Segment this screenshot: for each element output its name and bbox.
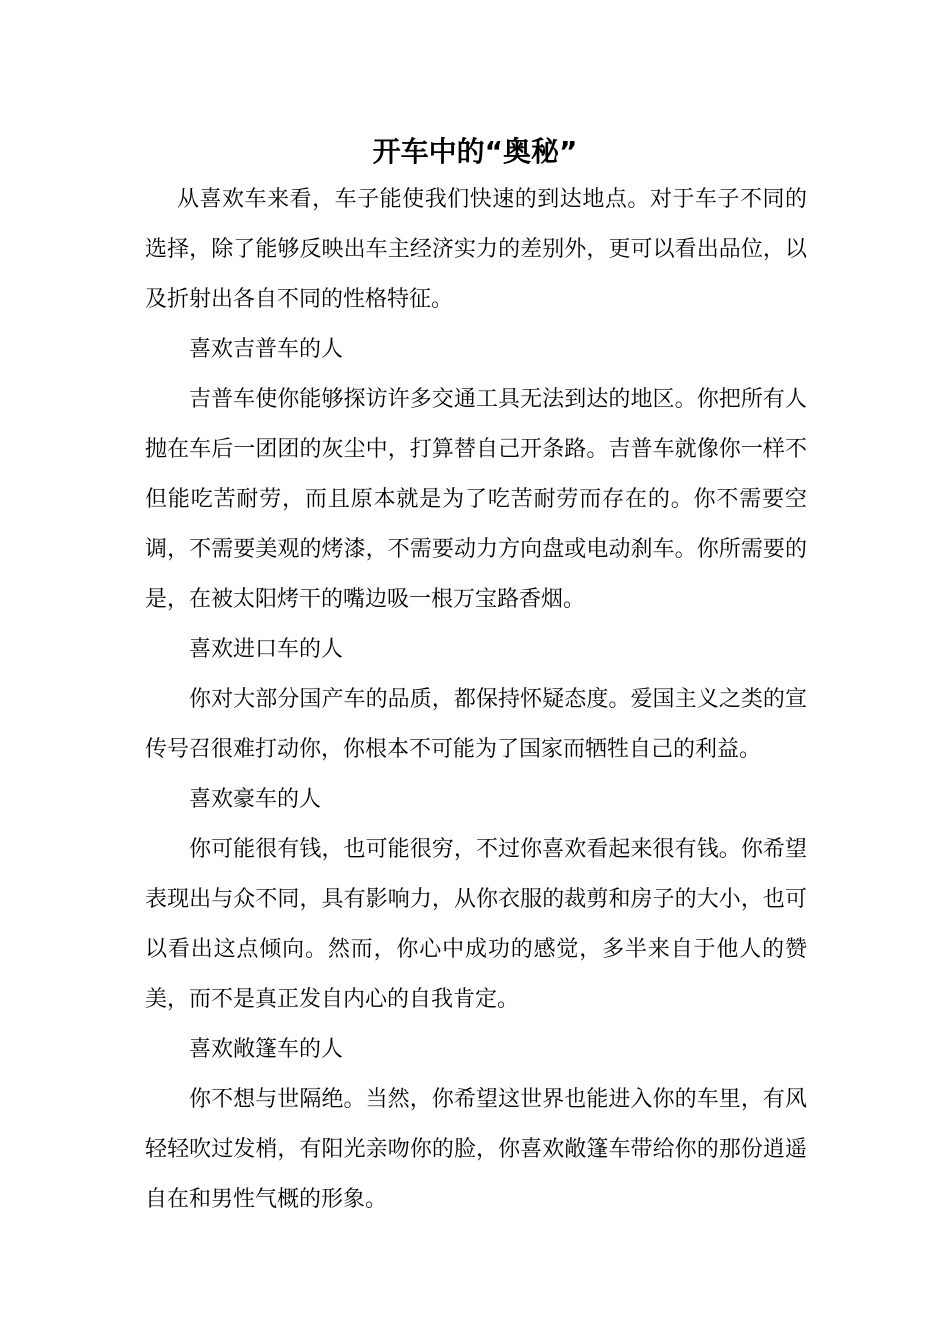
section-paragraph-imported-car: 你对大部分国产车的品质，都保持怀疑态度。爱国主义之类的宣传号召很难打动你，你根本不可能为了国家而牺牲自己的利益。 <box>145 687 807 762</box>
document-body <box>145 175 807 1225</box>
section-paragraph-jeep: 吉普车使你能够探访许多交通工具无法到达的地区。你把所有人抛在车后一团团的灰尘中，打算替自己开条路。吉普车就像你一样不但能吃苦耐劳，而且原本就是为了吃苦耐劳而存在的。你不需要空调，不需要美观的烤漆，不需要动力方向盘或电动刹车。你所需要的是，在被太阳烤干的嘴边吸一根万宝路香烟。 <box>145 387 807 612</box>
intro-paragraph: 从喜欢车来看，车子能使我们快速的到达地点。对于车子不同的选择，除了能够反映出车主经济实力的差别外，更可以看出品位，以及折射出各自不同的性格特征。 <box>145 187 807 312</box>
section-heading-luxury-car: 喜欢豪车的人 <box>189 787 322 812</box>
section-heading-imported-car: 喜欢进口车的人 <box>189 637 344 662</box>
section-heading-convertible: 喜欢敞篷车的人 <box>189 1037 344 1062</box>
section-paragraph-luxury-car: 你可能很有钱，也可能很穷，不过你喜欢看起来很有钱。你希望表现出与众不同，具有影响力，从你衣服的裁剪和房子的大小，也可以看出这点倾向。然而，你心中成功的感觉，多半来自于他人的赞美，而不是真正发自内心的自我肯定。 <box>145 837 807 1012</box>
section-heading-jeep: 喜欢吉普车的人 <box>189 337 344 362</box>
document-title: 开车中的“奥秘” <box>372 135 578 168</box>
section-paragraph-convertible: 你不想与世隔绝。当然，你希望这世界也能进入你的车里，有风轻轻吹过发梢，有阳光亲吻你的脸，你喜欢敞篷车带给你的那份逍遥自在和男性气概的形象。 <box>145 1087 807 1212</box>
